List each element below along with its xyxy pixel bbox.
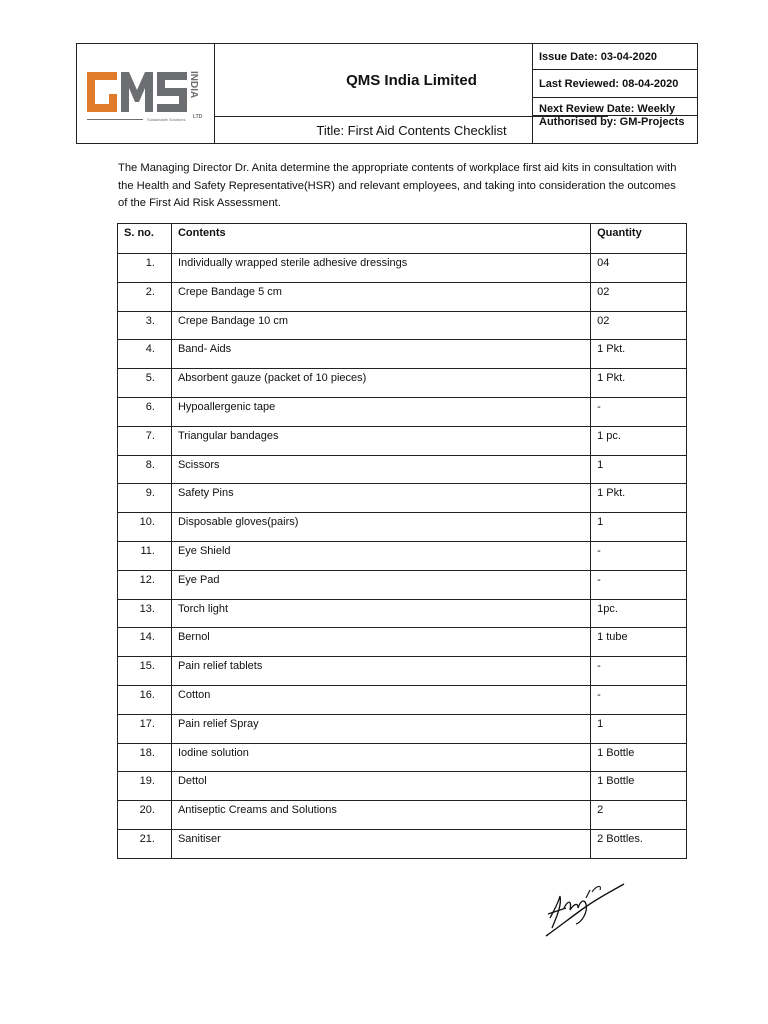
document-title: Title: First Aid Contents Checklist	[316, 122, 507, 138]
cell-quantity: 1 Pkt.	[591, 484, 687, 513]
cell-quantity: 1 Pkt.	[591, 369, 687, 398]
table-row	[118, 743, 687, 772]
cell-contents: Scissors	[171, 455, 590, 484]
table-row	[118, 570, 687, 599]
cell-quantity: 02	[591, 282, 687, 311]
cell-contents: Crepe Bandage 10 cm	[171, 311, 590, 340]
table-row	[118, 397, 687, 426]
cell-sno: 4.	[118, 340, 172, 369]
cell-quantity: 1 Bottle	[591, 772, 687, 801]
cell-quantity: 1 pc.	[591, 426, 687, 455]
cell-quantity: -	[591, 657, 687, 686]
cell-contents: Absorbent gauze (packet of 10 pieces)	[171, 369, 590, 398]
cell-sno: 8.	[118, 455, 172, 484]
cell-contents: Iodine solution	[171, 743, 590, 772]
cell-contents: Safety Pins	[171, 484, 590, 513]
last-reviewed: Last Reviewed: 08-04-2020	[533, 70, 697, 98]
cell-quantity: 02	[591, 311, 687, 340]
logo-side-text: INDIA	[188, 71, 199, 99]
table-row	[118, 829, 687, 858]
table-row	[118, 541, 687, 570]
cell-quantity: 2 Bottles.	[591, 829, 687, 858]
table-body	[118, 254, 687, 859]
cell-quantity: -	[591, 685, 687, 714]
table-header-row	[118, 224, 687, 254]
table-row	[118, 282, 687, 311]
cell-contents: Eye Pad	[171, 570, 590, 599]
cell-contents: Triangular bandages	[171, 426, 590, 455]
cell-sno: 16.	[118, 685, 172, 714]
cell-contents: Dettol	[171, 772, 590, 801]
cell-contents: Pain relief tablets	[171, 657, 590, 686]
cell-quantity: 1 Pkt.	[591, 340, 687, 369]
header-sno: S. no.	[118, 224, 172, 254]
table-row	[118, 426, 687, 455]
cell-quantity: 1	[591, 714, 687, 743]
logo-cell	[77, 44, 215, 143]
cell-contents: Individually wrapped sterile adhesive dressings	[171, 254, 590, 283]
cell-sno: 18.	[118, 743, 172, 772]
document-header	[76, 43, 698, 144]
table-row	[118, 657, 687, 686]
table-row	[118, 369, 687, 398]
cell-sno: 15.	[118, 657, 172, 686]
cell-contents: Crepe Bandage 5 cm	[171, 282, 590, 311]
table-row	[118, 254, 687, 283]
next-review-date: Next Review Date: Weekly	[533, 98, 697, 116]
first-aid-contents-table	[117, 223, 687, 859]
cell-sno: 9.	[118, 484, 172, 513]
cell-quantity: 1 Bottle	[591, 743, 687, 772]
table-row	[118, 628, 687, 657]
table-row	[118, 714, 687, 743]
cell-sno: 12.	[118, 570, 172, 599]
signature-icon	[540, 878, 630, 940]
table-row	[118, 455, 687, 484]
cell-contents: Eye Shield	[171, 541, 590, 570]
table-row	[118, 685, 687, 714]
table-row	[118, 484, 687, 513]
cell-contents: Disposable gloves(pairs)	[171, 513, 590, 542]
cell-sno: 11.	[118, 541, 172, 570]
cell-contents: Pain relief Spray	[171, 714, 590, 743]
issue-date: Issue Date: 03-04-2020	[533, 44, 697, 70]
cell-sno: 20.	[118, 801, 172, 830]
cell-sno: 7.	[118, 426, 172, 455]
cell-sno: 5.	[118, 369, 172, 398]
cell-contents: Band- Aids	[171, 340, 590, 369]
cell-sno: 1.	[118, 254, 172, 283]
cell-sno: 19.	[118, 772, 172, 801]
cell-quantity: -	[591, 570, 687, 599]
table-row	[118, 513, 687, 542]
cell-quantity: -	[591, 397, 687, 426]
table-row	[118, 340, 687, 369]
cell-sno: 14.	[118, 628, 172, 657]
company-name: QMS India Limited	[215, 44, 608, 117]
cell-contents: Sanitiser	[171, 829, 590, 858]
cell-quantity: -	[591, 541, 687, 570]
header-quantity: Quantity	[591, 224, 687, 254]
cell-quantity: 1	[591, 513, 687, 542]
table-row	[118, 772, 687, 801]
cell-sno: 21.	[118, 829, 172, 858]
qms-logo-icon	[83, 66, 209, 128]
table-row	[118, 599, 687, 628]
cell-contents: Torch light	[171, 599, 590, 628]
table-row	[118, 311, 687, 340]
cell-sno: 2.	[118, 282, 172, 311]
header-contents: Contents	[171, 224, 590, 254]
cell-sno: 6.	[118, 397, 172, 426]
cell-contents: Cotton	[171, 685, 590, 714]
cell-sno: 3.	[118, 311, 172, 340]
cell-sno: 13.	[118, 599, 172, 628]
cell-quantity: 04	[591, 254, 687, 283]
cell-sno: 10.	[118, 513, 172, 542]
document-meta	[532, 44, 697, 143]
intro-paragraph: The Managing Director Dr. Anita determine the appropriate contents of workplace first aid kits in consultation with the Health and Safety Representative(HSR) and relevant employees, and taking into consideration the outcomes of the First Aid Risk Assessment.	[118, 162, 677, 209]
logo-tagline: Sustainable Solutions	[147, 117, 186, 122]
cell-contents: Hypoallergenic tape	[171, 397, 590, 426]
logo-suffix: LTD	[193, 114, 203, 120]
cell-quantity: 1	[591, 455, 687, 484]
cell-sno: 17.	[118, 714, 172, 743]
cell-quantity: 1 tube	[591, 628, 687, 657]
cell-contents: Bernol	[171, 628, 590, 657]
table-row	[118, 801, 687, 830]
authorised-by: Authorised by: GM-Projects	[539, 116, 685, 128]
cell-quantity: 2	[591, 801, 687, 830]
cell-contents: Antiseptic Creams and Solutions	[171, 801, 590, 830]
cell-quantity: 1pc.	[591, 599, 687, 628]
